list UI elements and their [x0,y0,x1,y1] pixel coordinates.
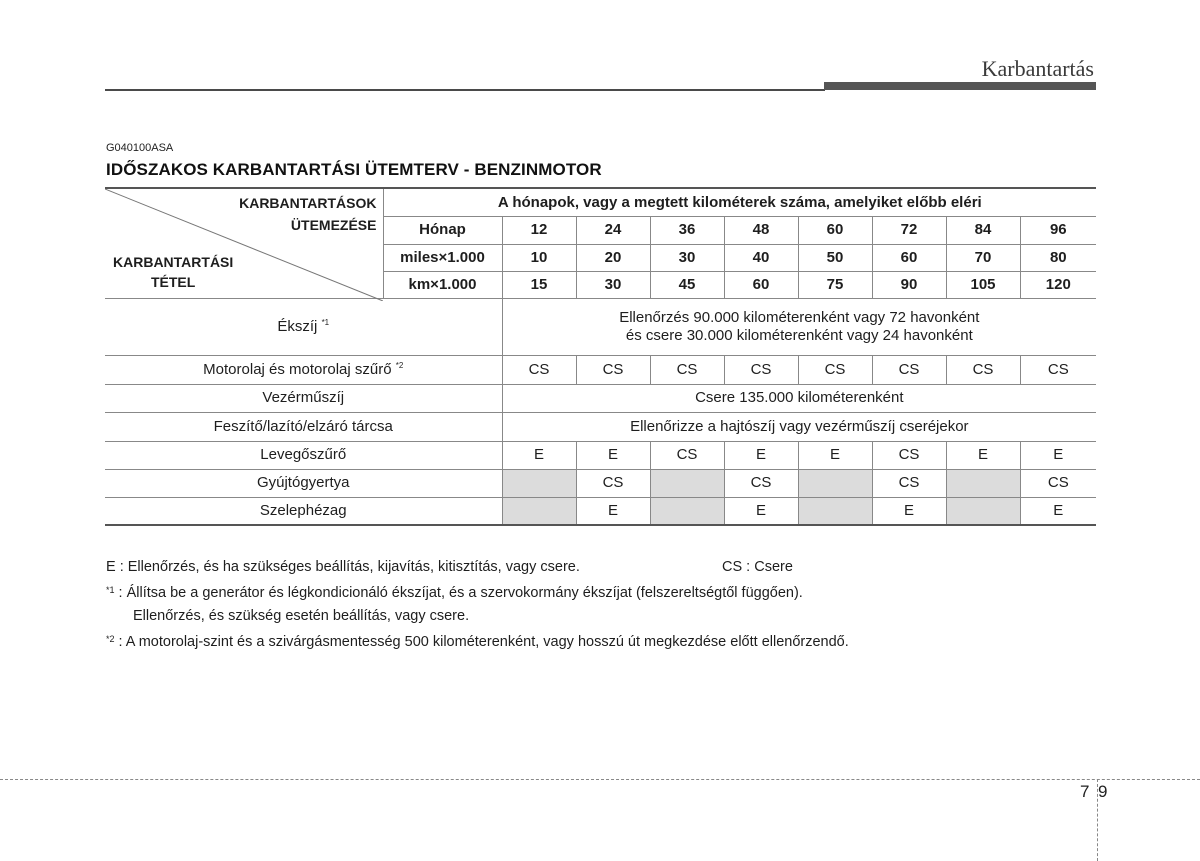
schedule-cell-empty [650,497,724,525]
miles-cell: 60 [872,244,946,271]
month-cell: 72 [872,216,946,244]
month-label: Hónap [383,216,502,244]
schedule-cell: CS [650,355,724,384]
belt-instruction [502,298,1096,355]
schedule-cell: CS [872,441,946,469]
item-label: Vezérműszíj [105,384,502,412]
item-label: Levegőszűrő [105,441,502,469]
schedule-cell: E [946,441,1020,469]
page-title: IDŐSZAKOS KARBANTARTÁSI ÜTEMTERV - BENZINMOTOR [106,160,602,179]
schedule-cell: E [798,441,872,469]
schedule-cell: E [576,497,650,525]
miles-cell: 50 [798,244,872,271]
miles-cell: 70 [946,244,1020,271]
table-row-tensioner [105,412,1096,441]
month-cell: 48 [724,216,798,244]
schedule-cell: E [1020,497,1096,525]
corner-bottom-line2: TÉTEL [150,273,196,290]
schedule-cell: CS [502,355,576,384]
legend-row [106,556,849,579]
table-row-timing-belt [105,384,1096,412]
item-label: Gyújtógyertya [105,469,502,497]
notes [106,556,849,654]
km-cell: 60 [724,271,798,298]
schedule-cell: CS [872,469,946,497]
corner-top-line1: KARBANTARTÁSOK [239,195,377,211]
footnote-2-mark: *2 [106,634,115,644]
legend-e: E : Ellenőrzés, és ha szükséges beállítás, kijavítás, kitisztítás, vagy csere. [106,559,580,575]
km-cell: 15 [502,271,576,298]
item-label [105,355,502,384]
belt-instruction-line2: és csere 30.000 kilométerenként vagy 24 havonként [625,326,973,344]
km-cell: 45 [650,271,724,298]
miles-label: miles×1.000 [383,244,502,271]
table-corner-header [105,188,383,298]
schedule-cell: CS [872,355,946,384]
page-number [1080,782,1107,802]
km-cell: 75 [798,271,872,298]
month-cell: 60 [798,216,872,244]
km-cell: 30 [576,271,650,298]
schedule-cell-empty [946,497,1020,525]
footnote-1-mark: *1 [106,585,115,595]
month-cell: 36 [650,216,724,244]
corner-top-label [239,192,376,236]
schedule-cell-empty [650,469,724,497]
footnote-1 [106,579,849,605]
miles-cell: 20 [576,244,650,271]
schedule-cell-empty [502,469,576,497]
miles-cell: 10 [502,244,576,271]
timing-belt-instruction: Csere 135.000 kilométerenként [502,384,1096,412]
header-rule [105,89,825,91]
item-label: Feszítő/lazító/elzáró tárcsa [105,412,502,441]
item-name: Ékszíj [277,317,318,335]
legend-cs: CS : Csere [722,559,793,575]
schedule-cell: E [576,441,650,469]
maintenance-schedule-table [105,187,1096,526]
schedule-cell: E [724,497,798,525]
schedule-cell-empty [946,469,1020,497]
doc-code: G040100ASA [106,142,174,154]
footnote-2 [106,628,849,654]
corner-top-line2: ÜTEMEZÉSE [290,217,377,233]
month-cell: 96 [1020,216,1096,244]
footnote-mark: *1 [321,317,330,327]
footnote-1-cont: Ellenőrzés, és szükség esetén beállítás, vagy csere. [133,608,470,624]
table-row-belt [105,298,1096,355]
km-label: km×1.000 [383,271,502,298]
schedule-cell: CS [1020,355,1096,384]
schedule-cell: CS [650,441,724,469]
header-rule-accent [824,82,1096,90]
schedule-cell: CS [724,355,798,384]
miles-cell: 30 [650,244,724,271]
chapter-number: 7 [1080,782,1090,801]
schedule-cell: E [502,441,576,469]
schedule-cell: E [1020,441,1096,469]
schedule-cell: CS [576,355,650,384]
km-cell: 105 [946,271,1020,298]
month-cell: 24 [576,216,650,244]
schedule-cell: CS [576,469,650,497]
corner-bottom-label [113,252,233,292]
schedule-cell: E [872,497,946,525]
schedule-cell: CS [1020,469,1096,497]
km-cell: 120 [1020,271,1096,298]
table-row-spark-plug [105,469,1096,497]
footnote-2-text: : A motorolaj-szint és a szivárgásmentesség 500 kilométerenként, vagy hosszú út megkezdése előtt ellenőrzendő. [118,634,849,650]
corner-bottom-line1: KARBANTARTÁSI [113,253,234,270]
schedule-cell-empty [798,469,872,497]
miles-cell: 40 [724,244,798,271]
item-label: Szelephézag [105,497,502,525]
schedule-cell-empty [502,497,576,525]
footer-rule [0,779,1200,780]
schedule-cell: CS [798,355,872,384]
month-cell: 84 [946,216,1020,244]
schedule-cell: E [724,441,798,469]
schedule-cell: CS [724,469,798,497]
km-cell: 90 [872,271,946,298]
miles-cell: 80 [1020,244,1096,271]
table-row-oil [105,355,1096,384]
header-title: Karbantartás [981,56,1094,81]
table-row-air-filter [105,441,1096,469]
schedule-cell: CS [946,355,1020,384]
table-row-valve-clearance [105,497,1096,525]
page-index: 9 [1098,782,1108,801]
interval-header: A hónapok, vagy a megtett kilométerek száma, amelyiket előbb eléri [383,188,1096,216]
footnote-mark: *2 [395,360,404,370]
belt-instruction-line1: Ellenőrzés 90.000 kilométerenként vagy 72 havonként [619,309,980,327]
item-name: Motorolaj és motorolaj szűrő [203,360,392,378]
item-label [105,298,502,355]
footnote-1-text: : Állítsa be a generátor és légkondicionáló ékszíjat, és a szervokormány ékszíjat (felszereltségtől függően). [118,585,803,601]
schedule-cell-empty [798,497,872,525]
tensioner-instruction: Ellenőrizze a hajtószíj vagy vezérműszíj cseréjekor [502,412,1096,441]
month-cell: 12 [502,216,576,244]
